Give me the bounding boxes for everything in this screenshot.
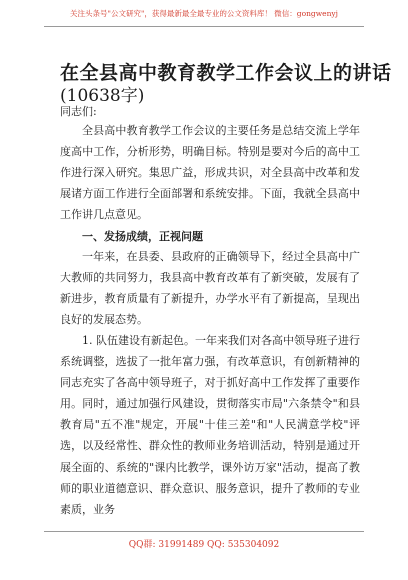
paragraph-summary: 一年来，在县委、县政府的正确领导下，经过全县高中广大教师的共同努力，我县高中教育改革有了新突破，发展有了新进步，教育质量有了新提升，办学水平有了新提高，呈现出良好的发展态势。 (60, 250, 360, 327)
footer-divider (44, 531, 364, 532)
paragraph-team-building: 1. 队伍建设有新起色。一年来我们对各高中领导班子进行系统调整，选拔了一批年富力强，有改革意识，有创新精神的同志充实了各高中领导班子，对于抓好高中工作发挥了重要作用。同时，通过加强行风建设，贯彻落实市局"六条禁令"和县教育局"五不准"规定，开展"十佳三差"和"人民满意学校"评选，以及经常性、群众性的教师业务培训活动，特别是通过开展全面的、系统的"课内比教学，课外访万家"活动，提高了教师的职业道德意识、群众意识、服务意识，提升了教师的专业素质，业务 (60, 334, 360, 516)
footer-contact: QQ群: 31991489 QQ: 535304092 (128, 540, 280, 550)
salutation: 同志们: (60, 105, 97, 118)
header-banner: 关注头条号"公文研究"，获得最新最全最专业的公文资料库！ 微信：gongwenyj (70, 9, 338, 18)
header-divider (44, 26, 364, 27)
document-word-count: (10638字) (60, 86, 145, 106)
paragraph-intro: 全县高中教育教学工作会议的主要任务是总结交流上学年度高中工作，分析形势，明确目标。特别是要对今后的高中工作进行深入研究。集思广益，形成共识，对全县高中改革和发展诸方面工作进行全面部署和系统安排。下面，我就全县高中工作讲几点意见。 (60, 124, 360, 222)
document-title: 在全县高中教育教学工作会议上的讲话 (60, 62, 392, 84)
section-heading: 一、发扬成绩，正视问题 (82, 230, 203, 243)
